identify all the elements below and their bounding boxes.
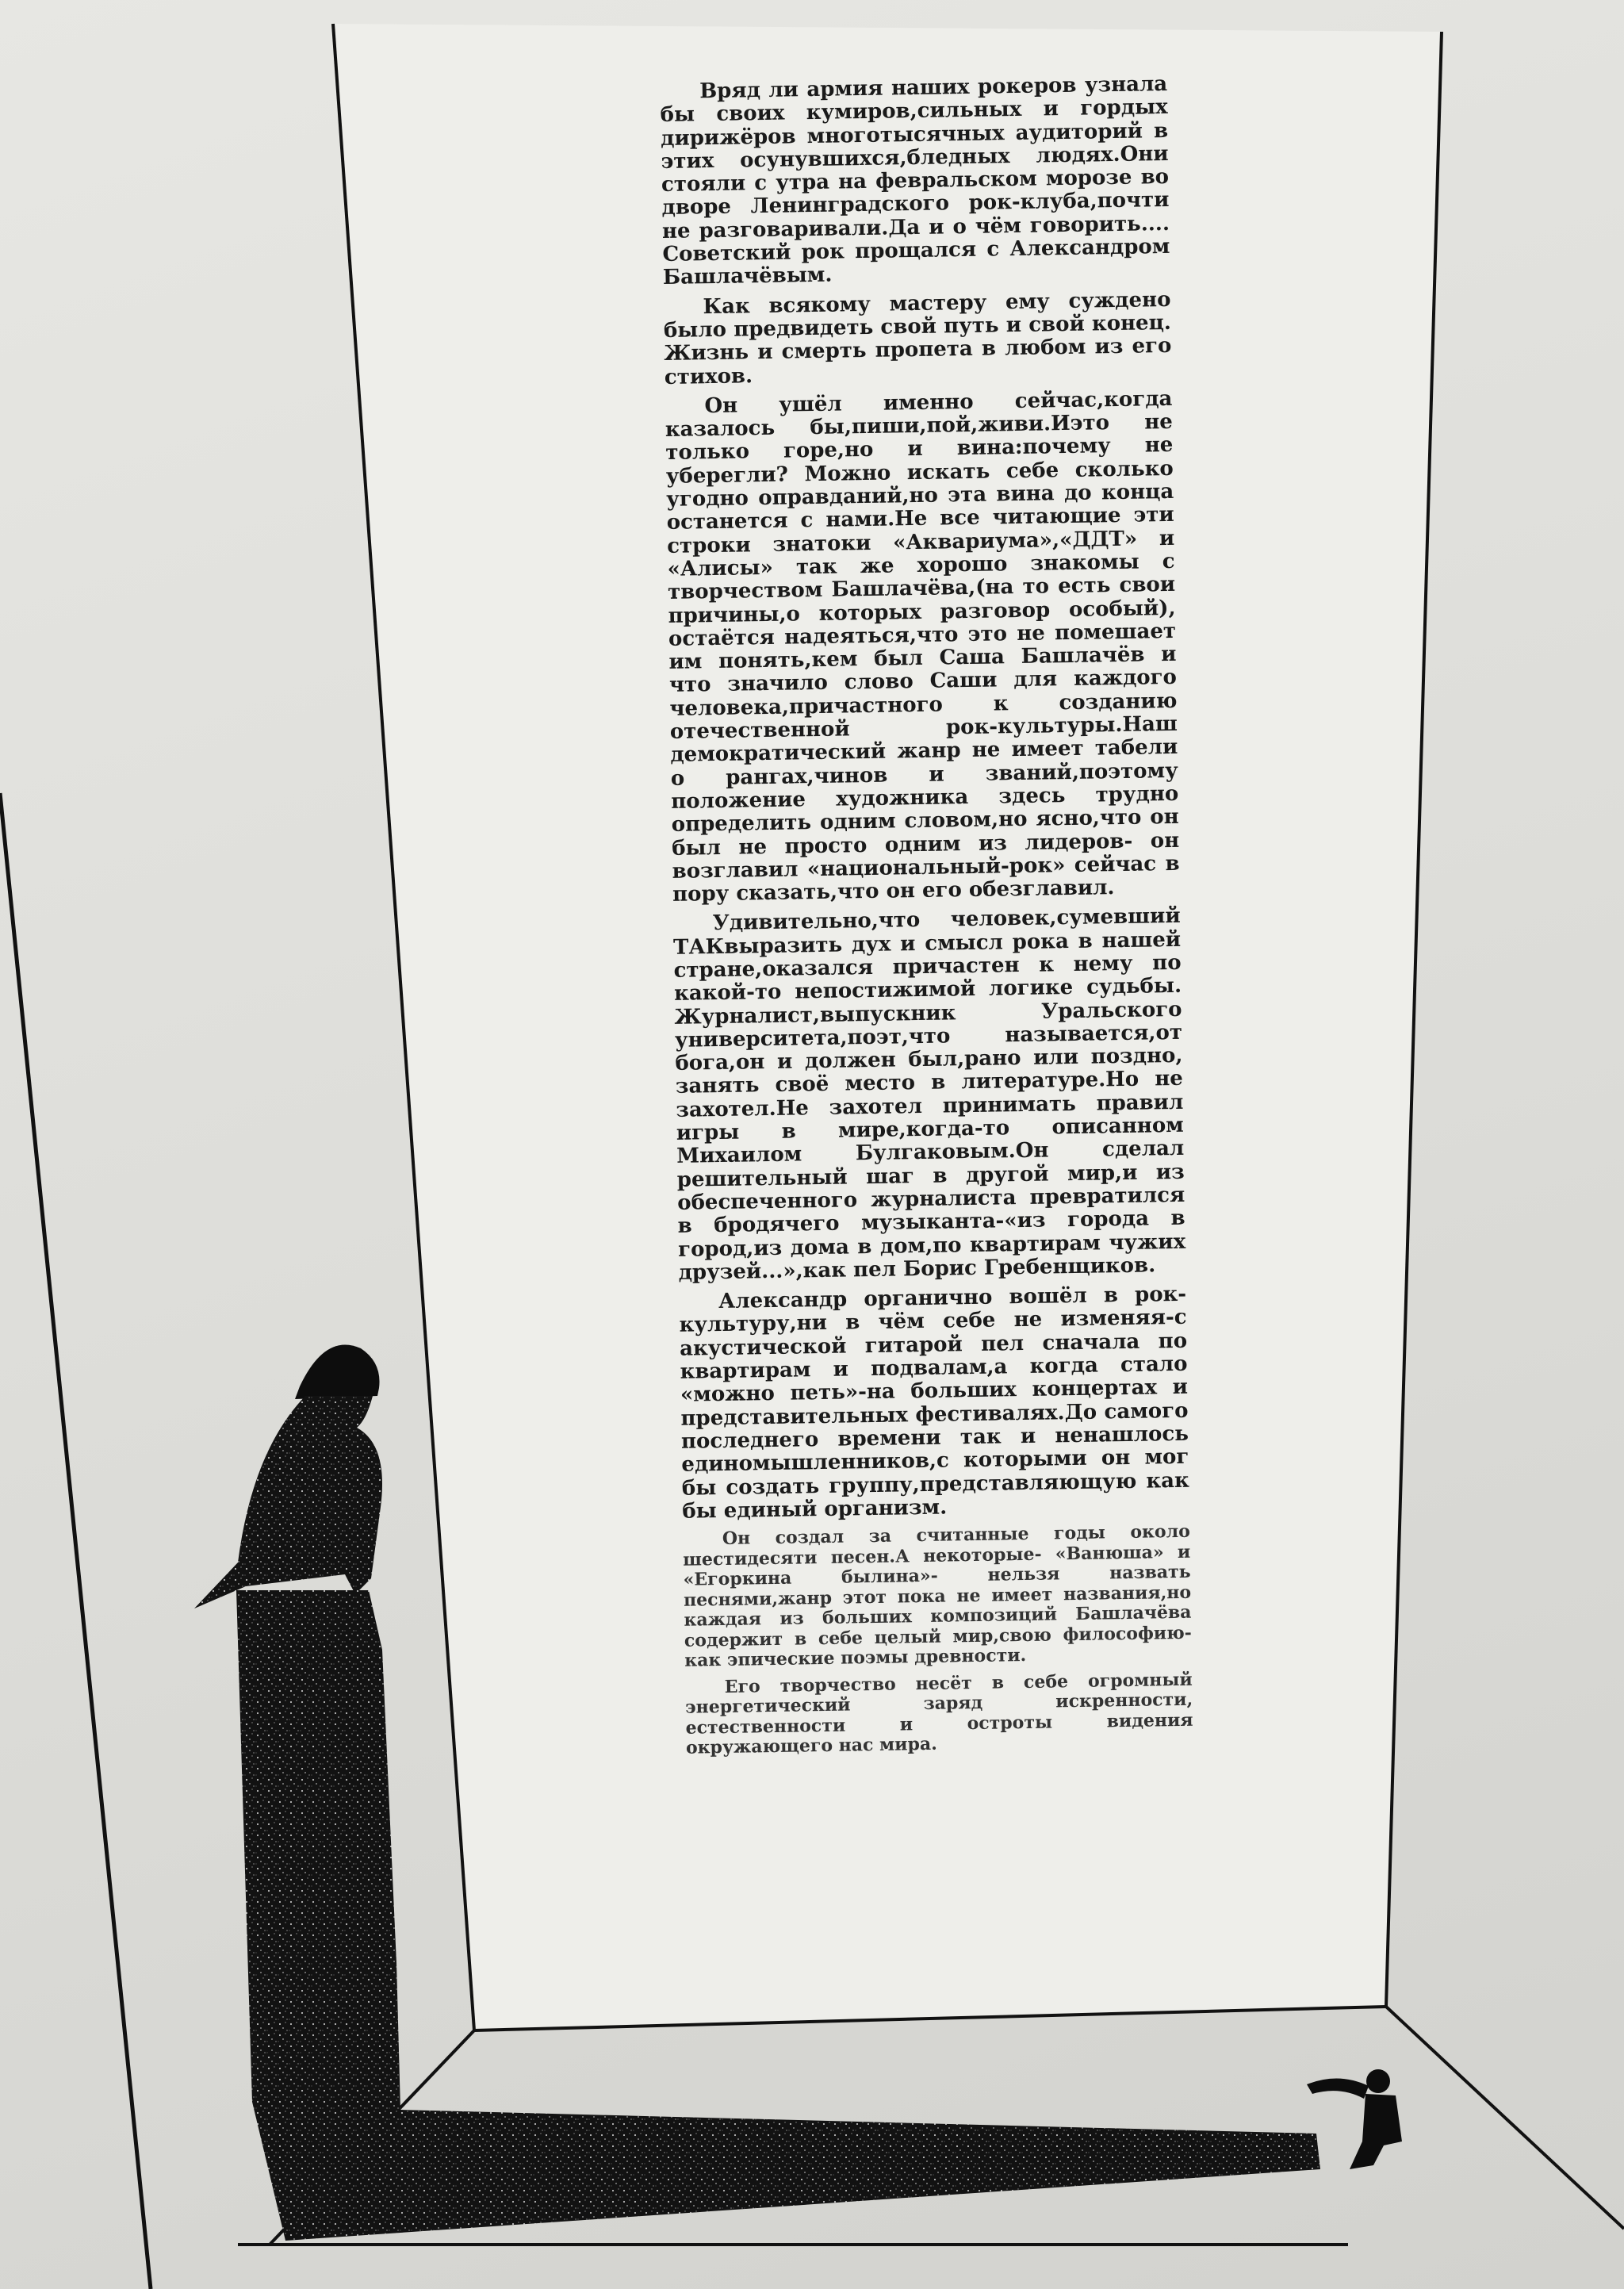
article-paragraph-3: Он ушёл именно сейчас,когда казалось бы,пиши,пой,живи.Иэто не только горе,но и вина:почему не уберегли? Можно искать себе сколько угодно оправданий,но эта вина до конца останется с нами.Не все читающие эти строки знатоки «Аквариума»,«ДДТ» и «Алисы» так же хорошо знакомы с творчеством Башлачёва,(на то есть свои причины,о которых разговор особый), остаётся надеяться,что это не помешает им понять,кем был Саша Башлачёв и что значило слово Саши для каждого человека,причастного к созданию отечественной рок-культуры.Наш демократический жанр не имеет табели о рангах,чинов и званий,поэтому положение художника здесь трудно определить одним словом,но ясно,что он был не просто одним из лидеров- он возглавил «национальный-рок» сейчас в пору сказать,что он его обезглавил. [665, 386, 1180, 907]
article-paragraph-5: Александр органично вошёл в рок-культуру,ни в чём себе не изменяя-с акустической гитарой пел сначала по квартирам и подвалам,а когда стало «можно петь»-на больших концертах и представительных фестивалях.До самого последнего времени так и ненашлось единомышленников,с которыми он мог бы создать группу,представляющую как бы единый организм. [679, 1282, 1190, 1524]
left-wall-outer-line [0, 793, 151, 2289]
small-musician-figure [1307, 2069, 1402, 2169]
article-paragraph-1: Вряд ли армия наших рокеров узнала бы своих кумиров,сильных и гордых дирижёров многотысячных аудиторий в этих осунувшихся,бледных людях.Они стояли с утра на февральском морозе во дворе Ленинградского рок-клуба,почти не разговаривали.Да и о чём говорить.... Советский рок прощался с Александром Башлачёвым. [660, 71, 1170, 290]
musician-body [1350, 2094, 1402, 2169]
helmeted-figure-silhouette [194, 1344, 382, 1608]
right-floor-corner-line [1386, 2007, 1624, 2229]
article-text [660, 73, 1193, 1765]
figure-helmet [295, 1344, 380, 1399]
article-paragraph-6: Он создал за считанные годы около шестидесяти песен.А некоторые- «Ванюша» и «Егоркина былина»- нельзя назвать песнями,жанр этот пока не имеет названия,но каждая из больших композиций Башлачёва содержит в себе целый мир,свою философию-как эпические поэмы древности. [683, 1520, 1193, 1671]
musician-head [1366, 2069, 1390, 2093]
article-paragraph-7: Его творчество несёт в себе огромный энергетический заряд искренности, естественности и остроты видения окружающего нас мира. [685, 1669, 1193, 1758]
article-paragraph-2: Как всякому мастеру ему суждено было предвидеть свой путь и свой конец. Жизнь и смерть пропета в любом из его стихов. [663, 287, 1172, 389]
article-paragraph-4: Удивительно,что человек,сумевший ТАКвыразить дух и смысл рока в нашей стране,оказался причастен к нему по какой-то непостижимой логике судьбы. Журналист,выпускник Уральского университета,поэт,что называется,от бога,он и должен был,рано или поздно, занять своё место в литературе.Но не захотел.Не захотел принимать правил игры в мире,когда-то описанном Михаилом Булгаковым.Он сделал решительный шаг в другой мир,и из обеспеченного журналиста превратился в бродячего музыканта-«из города в город,из дома в дом,по квартирам чужих друзей...»,как пел Борис Гребенщиков. [672, 904, 1186, 1285]
figure-body [194, 1396, 382, 1608]
saxophone-icon [1307, 2078, 1369, 2099]
